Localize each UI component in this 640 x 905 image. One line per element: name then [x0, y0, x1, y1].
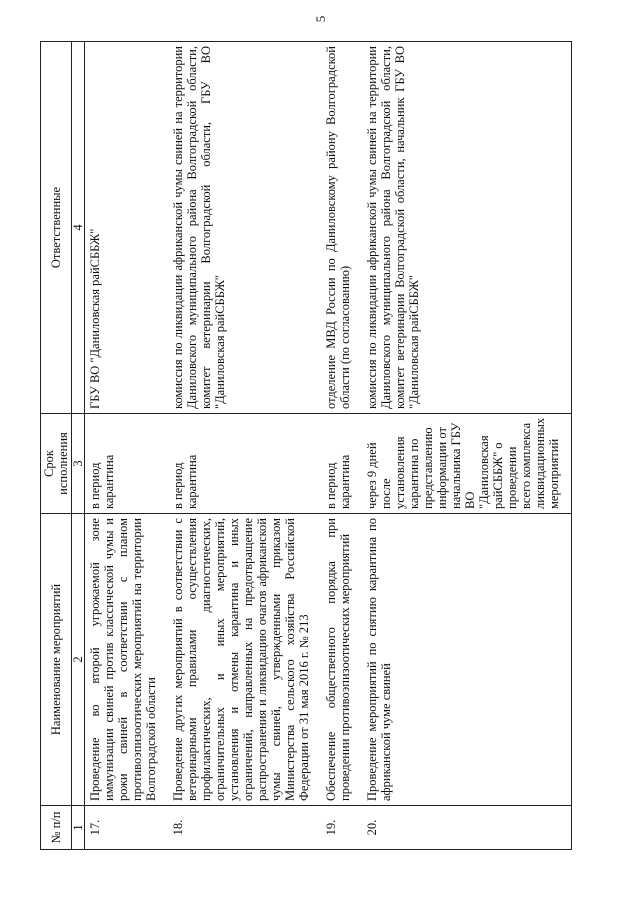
row-num: 19.	[321, 806, 362, 850]
row-name: Проведение во второй угрожаемой зоне иммунизации свиней против классической чумы и рожи свиней в соответствии с планом противоэпизоотических мероприятий на территории Волгоградской области	[85, 514, 169, 806]
table-row	[85, 42, 169, 850]
column-number: 1	[72, 806, 85, 850]
header-term: Срок исполнения	[41, 414, 72, 514]
header-num: № п/п	[41, 806, 72, 850]
column-number: 2	[72, 514, 85, 806]
row-name: Проведение других мероприятий в соответствии с ветеринарными правилами осуществления профилактических, диагностических, ограничительных и иных мероприятий, установления и отмены карантина и иных ограничений, направленных на предотвращение распространения и ликвидацию очагов африканской чумы свиней, утвержденными приказом Министерства сельского хозяйства Российской Федерации от 31 мая 2016 г. № 213	[168, 514, 321, 806]
column-number: 3	[72, 414, 85, 514]
row-name: Проведение мероприятий по снятию карантина по африканской чуме свиней	[362, 514, 572, 806]
table-row	[321, 42, 362, 850]
table-row	[168, 42, 321, 850]
row-num: 20.	[362, 806, 572, 850]
row-term: в период карантина	[321, 414, 362, 514]
header-responsible: Ответственные	[41, 42, 72, 414]
row-name: Обеспечение общественного порядка при проведении противоэпизоотических мероприятий	[321, 514, 362, 806]
header-name: Наименование мероприятий	[41, 514, 72, 806]
table-row	[362, 42, 572, 850]
rotated-table-container	[40, 42, 561, 850]
row-responsible: отделение МВД России по Даниловскому району Волгоградской области (по согласованию)	[321, 42, 362, 414]
row-term: в период карантина	[85, 414, 169, 514]
row-term: через 9 дней после установления карантина по представлению информации от начальника ГБУ ВО "Даниловская райСББЖ" о проведении всего комплекса ликвидационных мероприятий	[362, 414, 572, 514]
row-term: в период карантина	[168, 414, 321, 514]
row-num: 18.	[168, 806, 321, 850]
header-row	[41, 42, 72, 850]
row-num: 17.	[85, 806, 169, 850]
row-responsible: комиссия по ликвидации африканской чумы свиней на территории Даниловского муниципального района Волгоградской области, комитет ветеринарии Волгоградской области, начальник ГБУ ВО "Даниловская райСББЖ"	[362, 42, 572, 414]
column-number: 4	[72, 42, 85, 414]
page-number: 5	[313, 15, 328, 23]
row-responsible: комиссия по ликвидации африканской чумы свиней на территории Даниловского муниципального района Волгоградской области, комитет ветеринарии Волгоградской области, ГБУ ВО "Даниловская райСББЖ"	[168, 42, 321, 414]
measures-table	[40, 41, 572, 850]
row-responsible: ГБУ ВО "Даниловская райСББЖ"	[85, 42, 169, 414]
column-number-row	[72, 42, 85, 850]
